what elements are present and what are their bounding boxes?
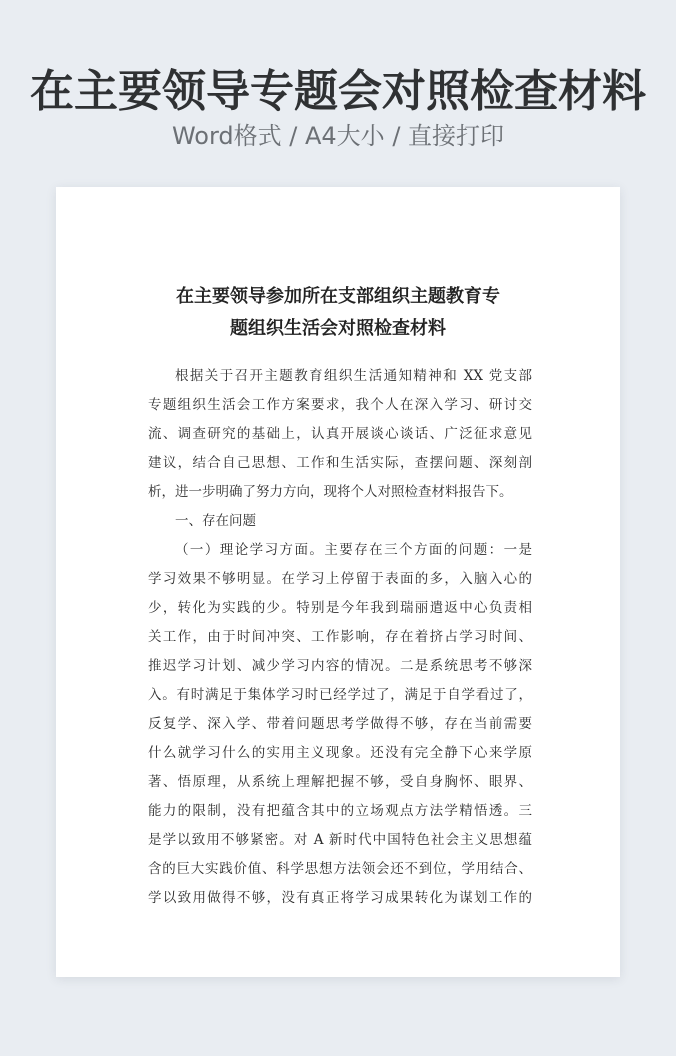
body-line: （一）理论学习方面。主要存在三个方面的问题：一是 <box>175 542 532 558</box>
document-title-line: 在主要领导参加所在支部组织主题教育专 <box>176 286 500 307</box>
body-line: 入。有时满足于集体学习时已经学过了，满足于自学看过了， <box>148 687 532 703</box>
body-line: 建议，结合自己思想、工作和生活实际，查摆问题、深刻剖 <box>148 455 532 471</box>
body-line: 反复学、深入学、带着问题思考学做得不够，存在当前需要 <box>148 716 532 732</box>
document-title <box>0 281 676 345</box>
banner-title: 在主要领导专题会对照检查材料 <box>30 66 646 117</box>
body-line: 什么就学习什么的实用主义现象。还没有完全静下心来学原 <box>148 745 532 761</box>
banner-subtitle: Word格式 / A4大小 / 直接打印 <box>171 122 505 150</box>
body-line: 推迟学习计划、减少学习内容的情况。二是系统思考不够深 <box>148 658 532 674</box>
section-heading: 一、存在问题 <box>175 513 256 529</box>
body-line: 能力的限制，没有把蕴含其中的立场观点方法学精悟透。三 <box>148 803 532 819</box>
body-line: 含的巨大实践价值、科学思想方法领会还不到位，学用结合、 <box>148 861 532 877</box>
body-line: 学习效果不够明显。在学习上停留于表面的多，入脑入心的 <box>148 571 532 587</box>
body-line: 专题组织生活会工作方案要求，我个人在深入学习、研讨交 <box>148 397 532 413</box>
body-line: 根据关于召开主题教育组织生活通知精神和 XX 党支部 <box>175 368 532 384</box>
body-line: 少，转化为实践的少。特别是今年我到瑞丽遣返中心负责相 <box>148 600 532 616</box>
body-line: 著、悟原理，从系统上理解把握不够，受自身胸怀、眼界、 <box>148 774 532 790</box>
body-line: 学以致用做得不够，没有真正将学习成果转化为谋划工作的 <box>148 890 532 906</box>
body-line: 是学以致用不够紧密。对 A 新时代中国特色社会主义思想蕴 <box>148 832 532 848</box>
document-body <box>148 362 532 913</box>
document-title-line: 题组织生活会对照检查材料 <box>230 318 446 339</box>
body-line: 析，进一步明确了努力方向，现将个人对照检查材料报告下。 <box>148 484 513 500</box>
body-line: 流、调查研究的基础上，认真开展谈心谈话、广泛征求意见 <box>148 426 532 442</box>
body-line: 关工作，由于时间冲突、工作影响，存在着挤占学习时间、 <box>148 629 532 645</box>
